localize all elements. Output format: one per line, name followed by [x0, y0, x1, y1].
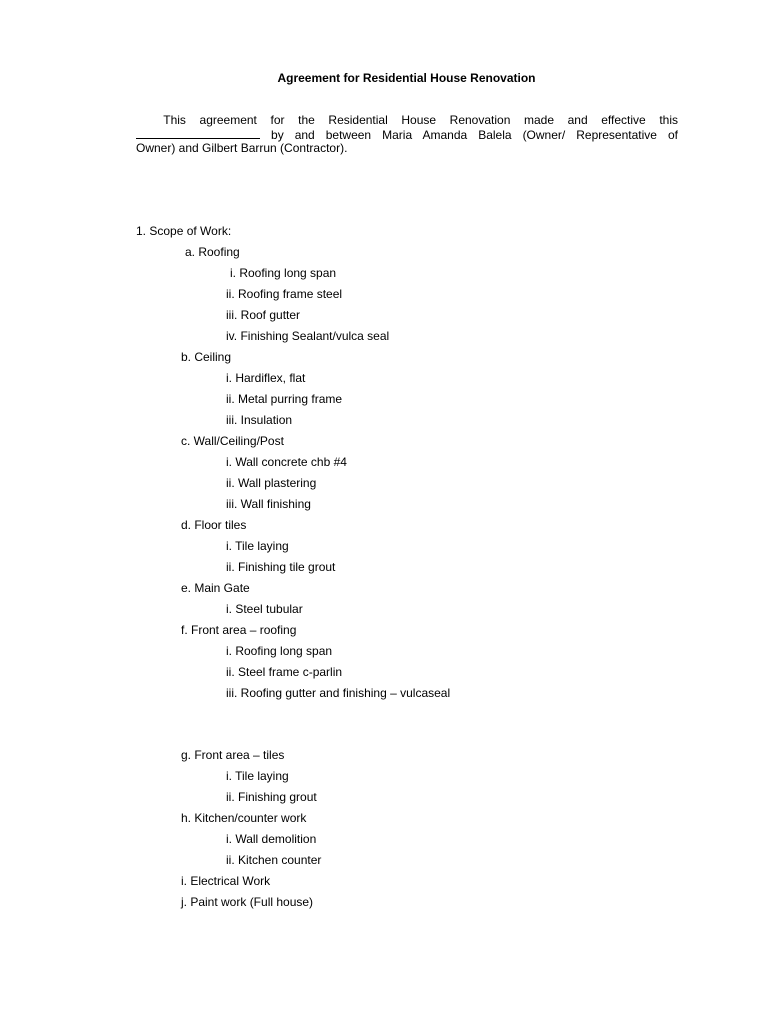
scope-subitem: i. Roofing long span: [230, 266, 337, 280]
intro-paragraph: [136, 114, 678, 156]
scope-section-label: g. Front area – tiles: [181, 748, 285, 762]
scope-section-label: e. Main Gate: [181, 581, 250, 595]
scope-section-label: d. Floor tiles: [181, 518, 247, 532]
scope-subitem: i. Tile laying: [226, 539, 289, 553]
scope-section-label: b. Ceiling: [181, 350, 232, 364]
scope-subitem: ii. Wall plastering: [226, 476, 317, 490]
scope-heading: 1. Scope of Work:: [136, 224, 232, 238]
intro-line-1: [136, 114, 678, 128]
scope-section-label: i. Electrical Work: [181, 874, 271, 888]
date-blank-line: [136, 128, 260, 139]
scope-subitem: i. Roofing long span: [226, 644, 333, 658]
scope-subitem: i. Steel tubular: [226, 602, 303, 616]
scope-subitem: ii. Roofing frame steel: [226, 287, 343, 301]
scope-subitem: iv. Finishing Sealant/vulca seal: [226, 329, 390, 343]
scope-subitem: iii. Roofing gutter and finishing – vulcaseal: [226, 686, 451, 700]
intro-text-1: This agreement for the Residential House Renovation made and effective this: [163, 113, 679, 127]
document-title: Agreement for Residential House Renovation: [277, 71, 536, 85]
intro-line-2: [136, 128, 678, 143]
scope-subitem: ii. Metal purring frame: [226, 392, 343, 406]
scope-subitem: i. Hardiflex, flat: [226, 371, 306, 385]
intro-text-2: by and between Maria Amanda Balela (Owner/ Representative of: [271, 127, 678, 142]
scope-subitem: ii. Finishing grout: [226, 790, 317, 804]
scope-subitem: ii. Finishing tile grout: [226, 560, 336, 574]
scope-section-label: a. Roofing: [185, 245, 240, 259]
scope-section-label: c. Wall/Ceiling/Post: [181, 434, 284, 448]
scope-subitem: iii. Wall finishing: [226, 497, 311, 511]
scope-subitem: ii. Kitchen counter: [226, 853, 322, 867]
scope-subitem: iii. Insulation: [226, 413, 293, 427]
scope-section-label: j. Paint work (Full house): [181, 895, 314, 909]
intro-line-3: Owner) and Gilbert Barrun (Contractor).: [136, 141, 348, 155]
scope-subitem: i. Wall concrete chb #4: [226, 455, 347, 469]
scope-subitem: i. Wall demolition: [226, 832, 317, 846]
scope-subitem: i. Tile laying: [226, 769, 289, 783]
scope-subitem: iii. Roof gutter: [226, 308, 301, 322]
scope-subitem: ii. Steel frame c-parlin: [226, 665, 343, 679]
scope-section-label: h. Kitchen/counter work: [181, 811, 307, 825]
scope-section-label: f. Front area – roofing: [181, 623, 297, 637]
